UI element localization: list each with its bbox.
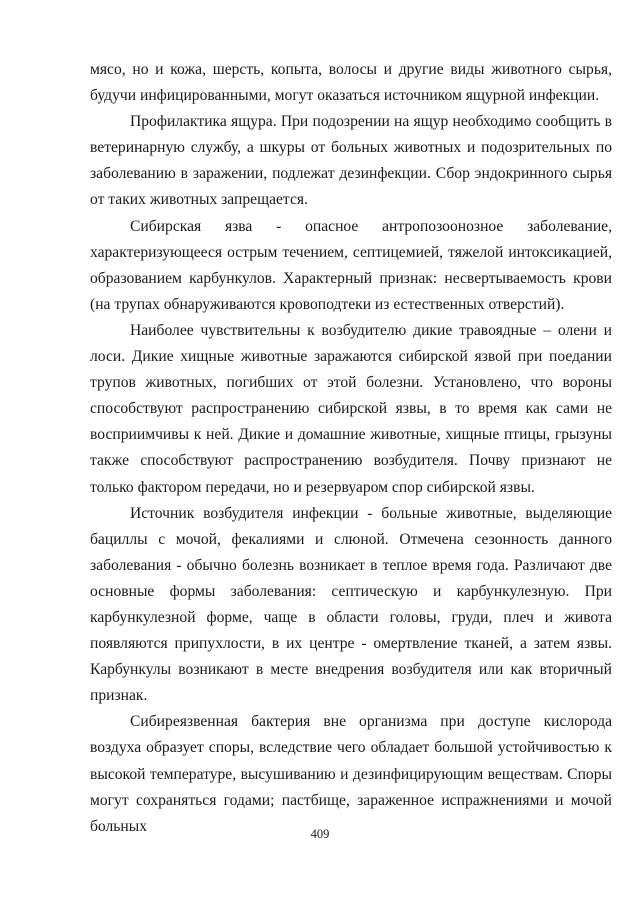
page-number: 409 [310,827,330,841]
paragraph-anthrax-definition: Сибирская язва - опасное антропозоонозное заболевание, характеризующееся острым течением, септицемией, тяжелой интоксикацией, образованием карбункулов. Характерный признак: несвертываемость крови (на трупах обнаруживаются кровоподтеки из естественных отверстий). [90,217,612,313]
paragraph-anthrax-susceptibility: Наиболее чувствительны к возбудителю дикие травоядные – олени и лоси. Дикие хищные животные заражаются сибирской язвой при поедании трупов животных, погибших от этой болезни. Установлено, что вороны способствуют распространению сибирской язвы, в то время как сами не восприимчивы к ней. Дикие и домашние животные, хищные птицы, грызуны также способствуют распространению возбудителя. Почву признают не только фактором передачи, но и резервуаром спор сибирской язвы. [90,321,612,496]
paragraph-anthrax-spores: Сибиреязвенная бактерия вне организма при доступе кислорода воздуха образует споры, вследствие чего обладает большой устойчивостью к высокой температуре, высушиванию и дезинфицирующим веществам. Споры могут сохраняться годами; пастбище, зараженное испражнениями и мочой больных [90,713,612,835]
paragraph-continuation: мясо, но и кожа, шерсть, копыта, волосы и другие виды животного сырья, будучи инфицированными, могут оказаться источником ящурной инфекции. [90,61,612,105]
paragraph-anthrax-source: Источник возбудителя инфекции - больные животные, выделяющие бациллы с мочой, фекалиями и слюной. Отмечена сезонность данного заболевания - обычно болезнь возникает в теплое время года. Различают две основные формы заболевания: септическую и карбункулезную. При карбункулезной форме, чаще в области головы, груди, плеч и живота появляются припухлости, в их центре - омертвление тканей, а затем язвы. Карбункулы возникают в месте внедрения возбудителя или как вторичный признак. [90,504,612,705]
paragraph-foot-and-mouth-prevention: Профилактика ящура. При подозрении на ящур необходимо сообщить в ветеринарную службу, а шкуры от больных животных и подозрительных по заболеванию в заражении, подлежат дезинфекции. Сбор эндокринного сырья от таких животных запрещается. [90,113,612,209]
body-text [90,57,612,840]
